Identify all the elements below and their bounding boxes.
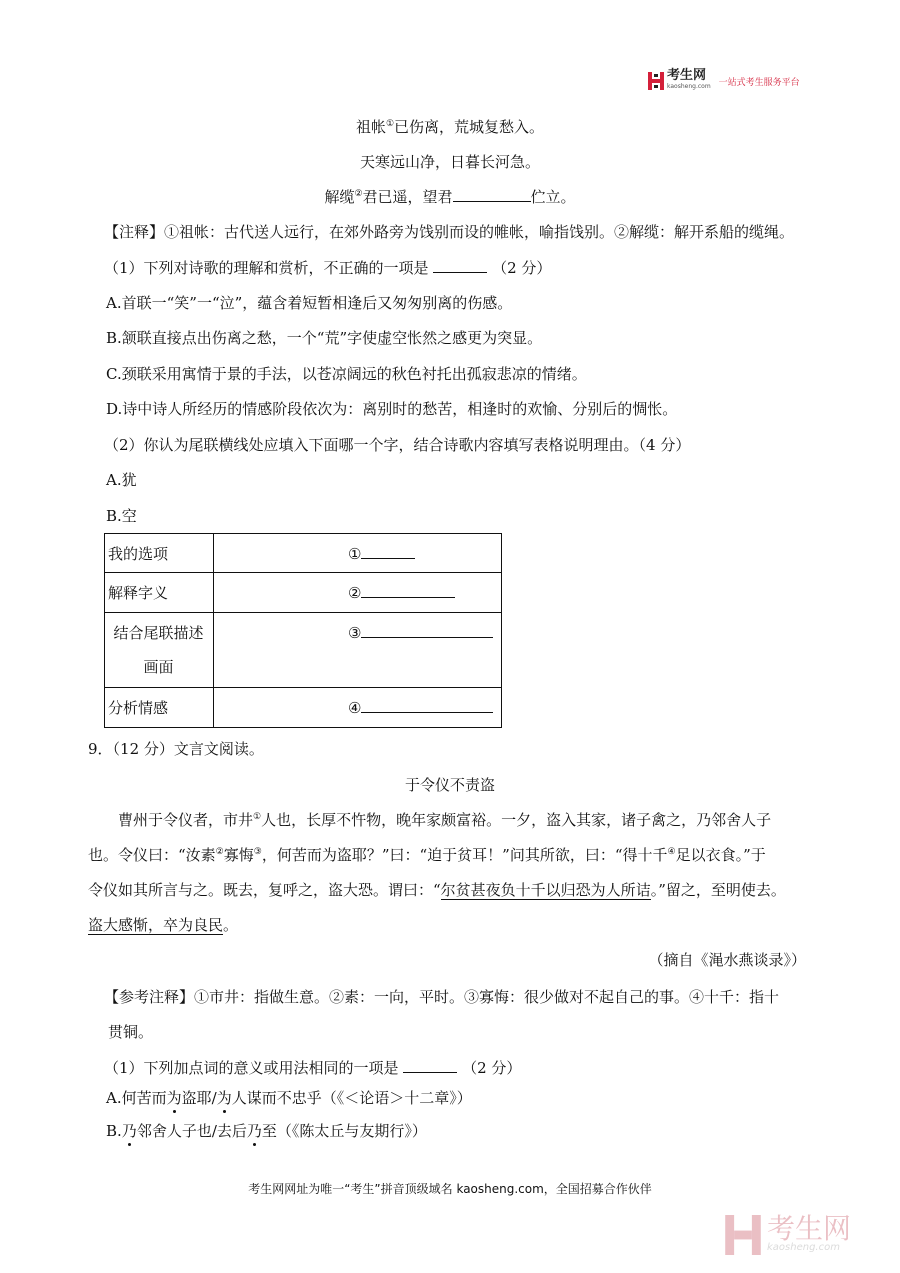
table-label: 分析情感 bbox=[105, 688, 214, 728]
answer-blank-3[interactable] bbox=[361, 623, 493, 638]
q9-passage-line-2: 也。令仪曰：“汝素②寡悔③，何苦而为盗耶？”曰：“迫于贫耳！”问其所欲，曰：“得十千④足以衣食。”于 bbox=[88, 846, 766, 864]
q9-sub1-stem: （1）下列加点词的意义或用法相同的一项是 （2 分） bbox=[104, 1059, 522, 1077]
q9-passage-line-3: 令仪如其所言与之。既去，复呼之，盗大恐。谓曰：“尔贫甚夜负十千以归恐为人所诘。”留之，至明使去。 bbox=[88, 881, 786, 899]
underlined-sentence: 尔贫甚夜负十千以归恐为人所诘 bbox=[440, 881, 651, 899]
poem-blank[interactable] bbox=[453, 187, 531, 202]
table-answer-cell[interactable]: ③ bbox=[214, 613, 502, 688]
table-label: 我的选项 bbox=[105, 534, 214, 573]
answer-table bbox=[104, 533, 502, 728]
q2-option-a: A.犹 bbox=[106, 471, 137, 489]
q9-sub1-answer-blank[interactable] bbox=[403, 1058, 457, 1073]
table-row bbox=[105, 613, 502, 688]
poem-line-1: 祖帐①已伤离，荒城复愁入。 bbox=[355, 118, 545, 136]
q9-ref-note-1: 【参考注释】①市井：指做生意。②素：一向，平时。③寡悔：很少做对不起自己的事。④十千：指十 bbox=[104, 988, 780, 1006]
q1-option-a: A.首联一“笑”一“泣”，蕴含着短暂相逢后又匆匆别离的伤感。 bbox=[106, 294, 513, 312]
poem-note: 【注释】①祖帐：古代送人远行，在郊外路旁为饯别而设的帷帐，喻指饯别。②解缆：解开系船的缆绳。 bbox=[104, 223, 795, 241]
table-row bbox=[105, 573, 502, 613]
q1-answer-blank[interactable] bbox=[433, 258, 487, 273]
answer-blank-1[interactable] bbox=[361, 544, 415, 559]
q9-sub1-option-a: A.何苦而为盗耶/为人谋而不忠乎（《＜论语＞十二章》） bbox=[106, 1089, 472, 1107]
q9-sub1-option-b: B.乃邻舍人子也/去后乃至（《陈太丘与友期行》） bbox=[106, 1122, 427, 1140]
answer-blank-4[interactable] bbox=[361, 698, 493, 713]
q1-option-c: C.颈联采用寓情于景的手法，以苍凉阔远的秋色衬托出孤寂悲凉的情绪。 bbox=[106, 365, 587, 383]
table-row bbox=[105, 534, 502, 573]
watermark-text: 考生网 kaosheng.com bbox=[767, 1212, 852, 1253]
underlined-sentence: 盗大感惭，卒为良民 bbox=[88, 916, 224, 934]
logo-brand: 考生网 kaosheng.com bbox=[667, 68, 711, 90]
header-logo bbox=[648, 70, 800, 92]
poem-line-2: 天寒远山净，日暮长河急。 bbox=[359, 153, 540, 171]
q9-source: （摘自《渑水燕谈录》） bbox=[648, 951, 806, 969]
q2-option-b: B.空 bbox=[106, 507, 137, 525]
q1-option-d: D.诗中诗人所经历的情感阶段依次为：离别时的愁苦，相逢时的欢愉、分别后的惆怅。 bbox=[106, 400, 678, 418]
q2-stem: （2）你认为尾联横线处应填入下面哪一个字，结合诗歌内容填写表格说明理由。（4 分） bbox=[104, 436, 691, 454]
q1-option-b: B.颔联直接点出伤离之愁，一个“荒”字使虚空怅然之感更为突显。 bbox=[106, 329, 543, 347]
logo-slogan: 一站式考生服务平台 bbox=[718, 77, 800, 88]
table-row bbox=[105, 688, 502, 728]
page-footer: 考生网网址为唯一“考生”拼音顶级域名 kaosheng.com，全国招募合作伙伴 bbox=[248, 1182, 652, 1196]
q9-passage-title: 于令仪不责盗 bbox=[404, 776, 495, 794]
table-answer-cell[interactable]: ② bbox=[214, 573, 502, 613]
table-label: 解释字义 bbox=[105, 573, 214, 613]
table-answer-cell[interactable]: ④ bbox=[214, 688, 502, 728]
q9-ref-note-2: 贯铜。 bbox=[108, 1023, 154, 1041]
answer-blank-2[interactable] bbox=[361, 583, 455, 598]
table-answer-cell[interactable]: ① bbox=[214, 534, 502, 573]
watermark-logo-icon bbox=[725, 1215, 761, 1255]
q9-passage-line-1: 曹州于令仪者，市井①人也，长厚不忤物，晚年家颇富裕。一夕，盗入其家，诸子禽之，乃邻舍人子 bbox=[118, 811, 772, 829]
watermark bbox=[725, 1210, 885, 1260]
table-label: 结合尾联描述 画面 bbox=[105, 613, 214, 688]
q9-heading: 9．（12 分）文言文阅读。 bbox=[88, 740, 264, 758]
poem-line-3: 解缆②君已遥，望君 伫立。 bbox=[324, 188, 576, 206]
q9-passage-line-4: 盗大感惭，卒为良民。 bbox=[88, 916, 239, 934]
logo-mark-icon bbox=[648, 72, 664, 90]
q1-stem: （1）下列对诗歌的理解和赏析，不正确的一项是 （2 分） bbox=[104, 259, 552, 277]
